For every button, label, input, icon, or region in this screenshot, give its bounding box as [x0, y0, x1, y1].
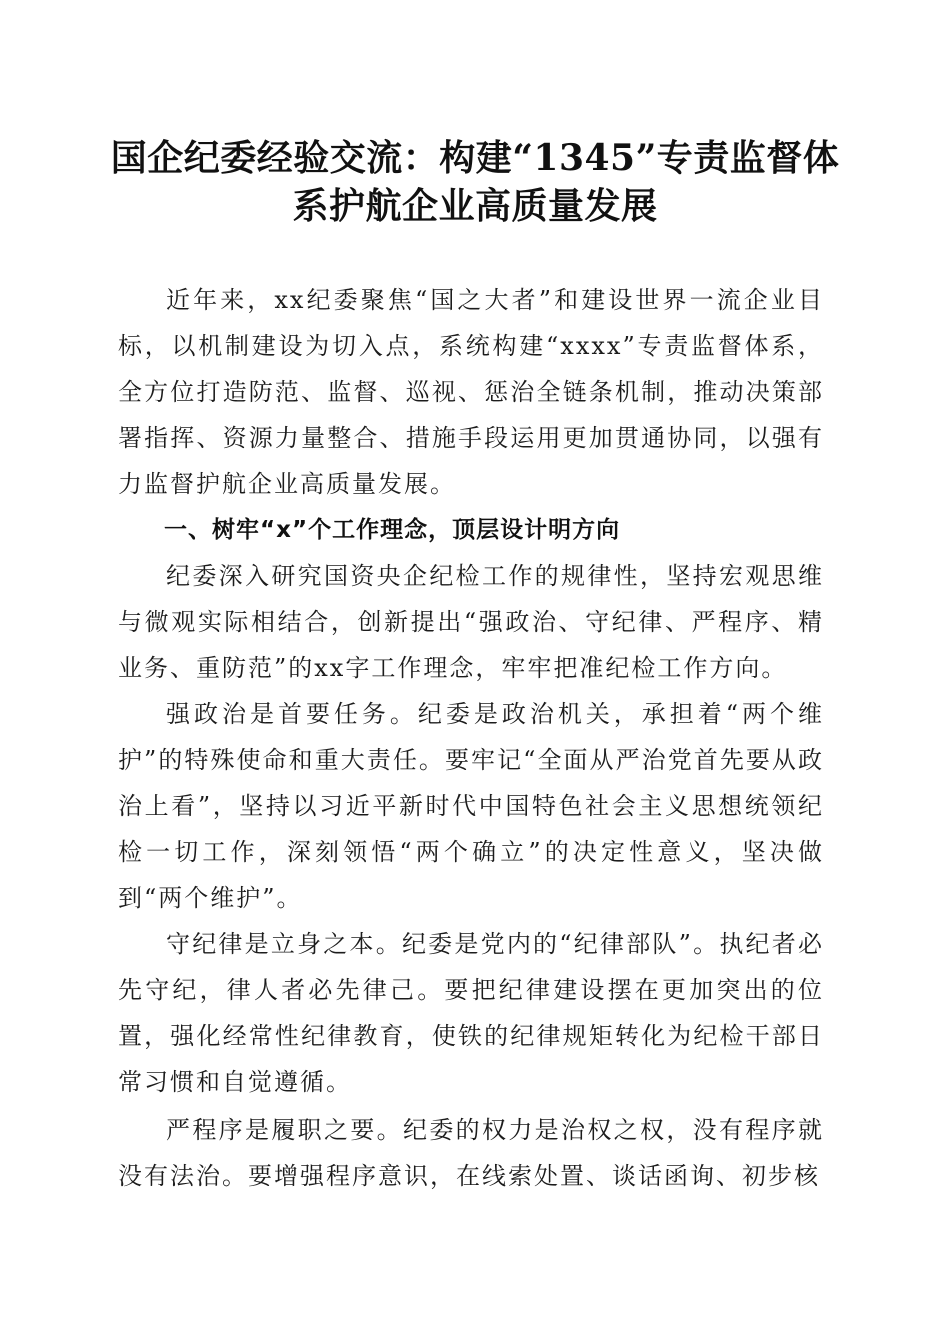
- section-1-paragraph-1: 纪委深入研究国资央企纪检工作的规律性，坚持宏观思维与微观实际相结合，创新提出“强政治、守纪律、严程序、精业务、重防范”的xx字工作理念，牢牢把准纪检工作方向。: [118, 562, 824, 682]
- document-title-line-2: 系护航企业高质量发展: [292, 185, 658, 227]
- document-body: [118, 277, 824, 1199]
- intro-paragraph: 近年来，xx纪委聚焦“国之大者”和建设世界一流企业目标，以机制建设为切入点，系统构建“xxxx”专责监督体系，全方位打造防范、监督、巡视、惩治全链条机制，推动决策部署指挥、资源力量整合、措施手段运用更加贯通协同，以强有力监督护航企业高质量发展。: [118, 286, 824, 498]
- section-1-paragraph-2: 强政治是首要任务。纪委是政治机关，承担着“两个维护”的特殊使命和重大责任。要牢记“全面从严治党首先要从政治上看”，坚持以习近平新时代中国特色社会主义思想统领纪检一切工作，深刻领悟“两个确立”的决定性意义，坚决做到“两个维护”。: [118, 700, 824, 912]
- document-title: [100, 134, 850, 230]
- section-1-paragraph-4: 严程序是履职之要。纪委的权力是治权之权，没有程序就没有法治。要增强程序意识，在线索处置、谈话函询、初步核: [118, 1116, 824, 1190]
- document-title-line-1: 国企纪委经验交流：构建“1345”专责监督体: [110, 137, 840, 179]
- section-1-heading: 一、树牢“x”个工作理念，顶层设计明方向: [164, 517, 621, 543]
- section-1-paragraph-3: 守纪律是立身之本。纪委是党内的“纪律部队”。执纪者必先守纪，律人者必先律己。要把纪律建设摆在更加突出的位置，强化经常性纪律教育，使铁的纪律规矩转化为纪检干部日常习惯和自觉遵循。: [118, 930, 824, 1096]
